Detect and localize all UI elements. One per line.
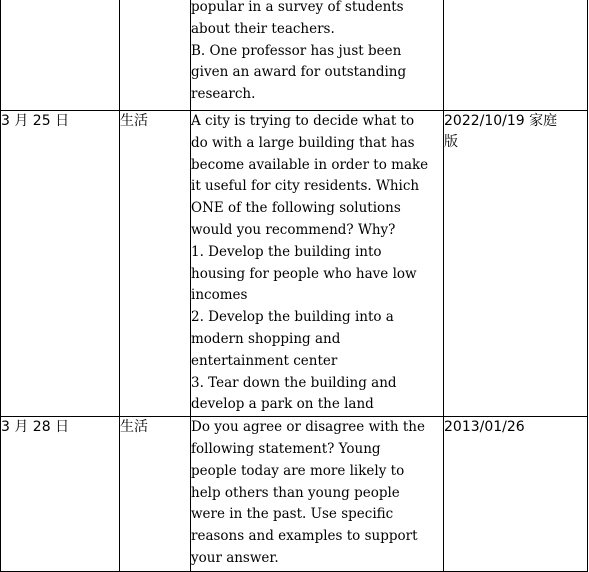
source-cell [444, 111, 588, 417]
prompt-line: following statement? Young [191, 440, 381, 457]
prompt-line: housing for people who have low [191, 265, 417, 282]
date-cell [1, 0, 120, 111]
prompt-line: reasons and examples to support [191, 528, 418, 545]
category-cell: 生活 [120, 417, 191, 572]
prompt-cell [191, 111, 444, 417]
prompt-line: would you recommend? Why? [191, 221, 396, 238]
prompt-line: 3. Tear down the building and [191, 374, 397, 391]
source-line: 2013/01/26 [444, 419, 525, 436]
date-cell: 3 月 28 日 [1, 417, 120, 572]
prompt-line: develop a park on the land [191, 396, 374, 413]
prompt-line: B. One professor has just been [191, 42, 402, 59]
table-row [1, 0, 588, 111]
prompt-line: 1. Develop the building into [191, 243, 382, 260]
source-line: 版 [444, 134, 458, 150]
prompt-line: become available in order to make [191, 156, 429, 173]
prompt-line: do with a large building that has [191, 134, 415, 151]
prompt-line: entertainment center [191, 352, 338, 369]
prompt-line: it useful for city residents. Which [191, 178, 420, 195]
prompt-line: incomes [191, 287, 248, 304]
prompt-line: modern shopping and [191, 330, 341, 347]
prompt-cell [191, 0, 444, 111]
prompt-cell [191, 417, 444, 572]
prompt-line: 2. Develop the building into a [191, 309, 394, 326]
date-cell: 3 月 25 日 [1, 111, 120, 417]
prompt-line: help others than young people [191, 484, 400, 501]
source-cell [444, 0, 588, 111]
table-row [1, 111, 588, 417]
prompt-line: Do you agree or disagree with the [191, 419, 425, 436]
prompt-line: research. [191, 86, 256, 103]
category-cell [120, 0, 191, 111]
prompt-line: A city is trying to decide what to [191, 113, 415, 129]
source-cell [444, 417, 588, 572]
source-line: 2022/10/19 家庭 [444, 113, 558, 129]
prompt-line: given an award for outstanding [191, 64, 407, 81]
prompt-line: about their teachers. [191, 20, 335, 37]
prompt-line: popular in a survey of students [191, 0, 404, 15]
prompt-line: people today are more likely to [191, 462, 405, 479]
prompt-line: ONE of the following solutions [191, 200, 401, 217]
category-cell: 生活 [120, 111, 191, 417]
prompt-line: your answer. [191, 549, 279, 566]
prompt-line: were in the past. Use specific [191, 506, 394, 523]
table-row [1, 417, 588, 572]
